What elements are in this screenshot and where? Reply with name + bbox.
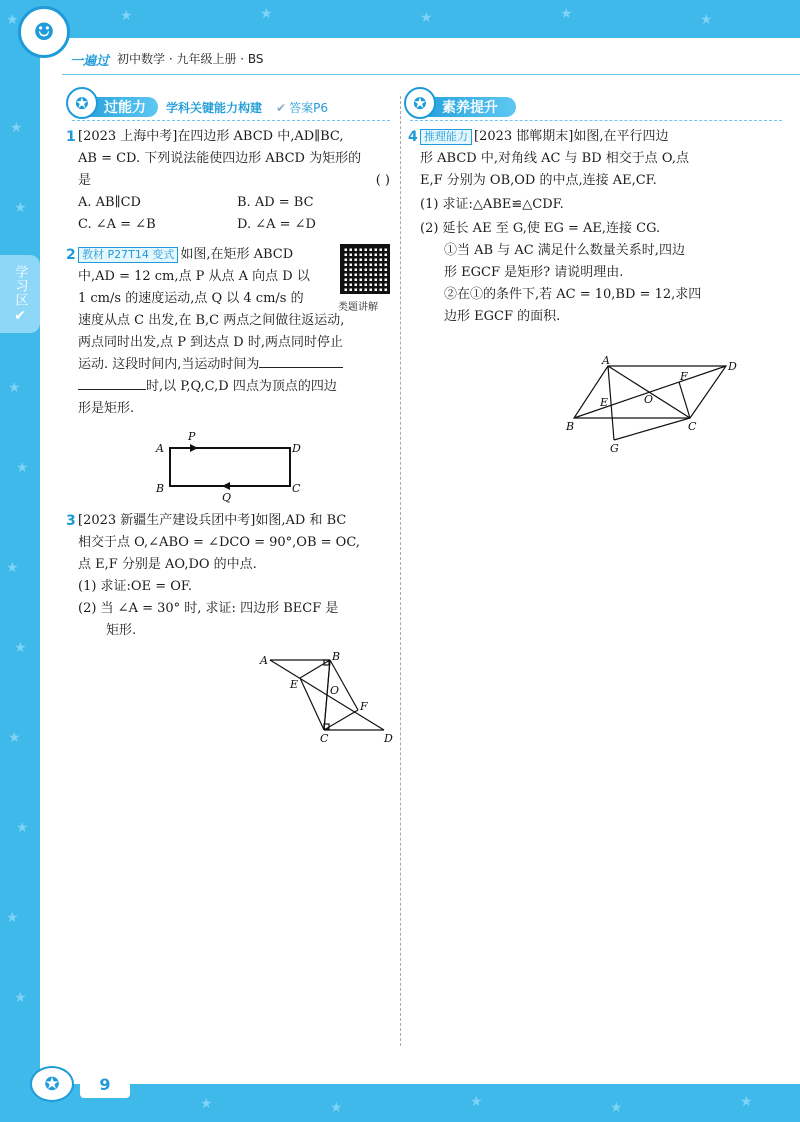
question-3: 3 [2023 新疆生产建设兵团中考]如图,AD 和 BC 相交于点 O,∠ABO = ∠DCO = 90°,OB = OC, 点 E,F 分别是 AO,DO 的中点. (1) 求证:OE = OF. (2) 当 ∠A = 30° 时, 求证: 四边形 BECF 是 矩形. <box>78 510 396 642</box>
textbook-tag: 教材 P27T14 变式 <box>78 247 178 263</box>
background-stars: ★ ★ ★ ★ ★ ★ ★ ★ ★ ★ ★ ★ ★ ★ ★ ★ ★ ★ ★ ★ ★ <box>6 6 753 1116</box>
label-a: A <box>602 356 610 367</box>
section-underline <box>410 120 782 121</box>
side-tab-label: 学习区 <box>12 264 28 307</box>
footer-mascot-icon: ✪ <box>30 1066 74 1102</box>
label-o: O <box>330 684 340 697</box>
section-header-left <box>72 93 328 117</box>
section-badge-label: 素养提升 <box>442 100 498 116</box>
section-badge-label: 过能力 <box>104 100 146 116</box>
question-2: 2 教材 P27T14 变式 如图,在矩形 ABCD 中,AD = 12 cm,点 P 从点 A 向点 D 以 1 cm/s 的速度运动,点 Q 以 4 cm/s 的 速度从点 C 出发,在 B,C 两点之间做往返运动, 两点同时出发,点 P 到达点 D 时,两点同时停止 运动. 这段时间内,当运动时间为 时,以 P,Q,C,D 四点为顶点的四边 形是矩形. <box>78 244 396 420</box>
label-a: A <box>156 442 164 455</box>
page-number: 9 <box>80 1070 130 1098</box>
label-p: P <box>188 430 196 443</box>
label-f: F <box>360 700 368 713</box>
qr-label: 类题讲解 <box>338 302 378 313</box>
label-e: E <box>600 396 609 409</box>
question-source: [2023 上海中考] <box>78 129 178 144</box>
side-tab[interactable] <box>0 255 40 333</box>
arrow-q-icon <box>222 482 230 490</box>
label-b: B <box>332 650 341 663</box>
option-a[interactable]: A. AB∥CD <box>78 195 141 210</box>
header-brand: 一遍过 <box>70 54 110 69</box>
answer-ref[interactable]: ✔ 答案P6 <box>276 100 328 115</box>
question-4: 4 推理能力 [2023 邯郸期末]如图,在平行四边 形 ABCD 中,对角线 AC 与 BD 相交于点 O,点 E,F 分别为 OB,OD 的中点,连接 AE,CF. (1) 求证:△ABE≌△CDF. (2) 延长 AE 至 G,使 EG = AE,连接 CG. ①当 AB 与 AC 满足什么数量关系时,四边 形 EGCF 是矩形? 请说明理由. ②在①的条件下,若 AC = 10,BD = 12,求四 边形 EGCF 的面积. <box>420 126 792 328</box>
header-divider <box>62 74 800 75</box>
checkmark-icon: ✔ <box>276 100 287 115</box>
answer-blank[interactable] <box>259 354 343 368</box>
question-number: 1 <box>66 129 76 145</box>
answer-blank[interactable] <box>78 376 146 390</box>
label-d: D <box>384 732 393 744</box>
label-d: D <box>292 442 301 455</box>
label-e: E <box>290 678 299 691</box>
label-f: F <box>680 370 688 383</box>
answer-paren[interactable]: ( ) <box>375 173 390 188</box>
option-b[interactable]: B. AD = BC <box>237 195 314 210</box>
section-subtitle: 学科关键能力构建 <box>166 100 263 115</box>
figure-q2 <box>150 428 310 503</box>
question-source: [2023 邯郸期末] <box>474 129 574 144</box>
figure-q3 <box>258 648 398 744</box>
star-mascot-icon: ✪ <box>404 87 436 119</box>
section-badge-right <box>410 93 516 117</box>
label-b: B <box>566 420 575 433</box>
question-number: 4 <box>408 129 418 145</box>
label-b: B <box>156 482 165 495</box>
check-icon: ✔ <box>14 307 26 324</box>
qr-code-icon[interactable] <box>340 244 390 294</box>
label-c: C <box>320 732 329 744</box>
option-c[interactable]: C. ∠A = ∠B <box>78 217 156 232</box>
question-number: 2 <box>66 247 76 263</box>
label-q: Q <box>222 491 232 503</box>
column-divider <box>400 96 401 1046</box>
section-underline <box>72 120 390 121</box>
option-d[interactable]: D. ∠A = ∠D <box>237 217 316 232</box>
figure-q4 <box>562 356 742 456</box>
label-a: A <box>260 654 268 667</box>
label-d: D <box>728 360 737 373</box>
ability-tag: 推理能力 <box>420 129 472 145</box>
mascot-logo-icon: ☻ <box>18 6 70 58</box>
rectangle-abcd <box>170 448 290 486</box>
question-number: 3 <box>66 513 76 529</box>
question-source: [2023 新疆生产建设兵团中考] <box>78 513 256 528</box>
label-g: G <box>610 442 619 455</box>
label-c: C <box>688 420 697 433</box>
star-mascot-icon: ✪ <box>66 87 98 119</box>
section-badge-left <box>72 93 158 117</box>
label-o: O <box>644 393 654 406</box>
section-header-right <box>410 93 516 117</box>
header-title: 初中数学 · 九年级上册 · BS <box>117 52 264 66</box>
label-c: C <box>292 482 301 495</box>
arrow-p-icon <box>190 444 198 452</box>
question-1: 1 [2023 上海中考]在四边形 ABCD 中,AD∥BC, AB = CD. 下列说法能使四边形 ABCD 为矩形的 是 ( ) A. AB∥CD B. AD = BC C. ∠A = ∠B D. ∠A = ∠D <box>78 126 396 236</box>
